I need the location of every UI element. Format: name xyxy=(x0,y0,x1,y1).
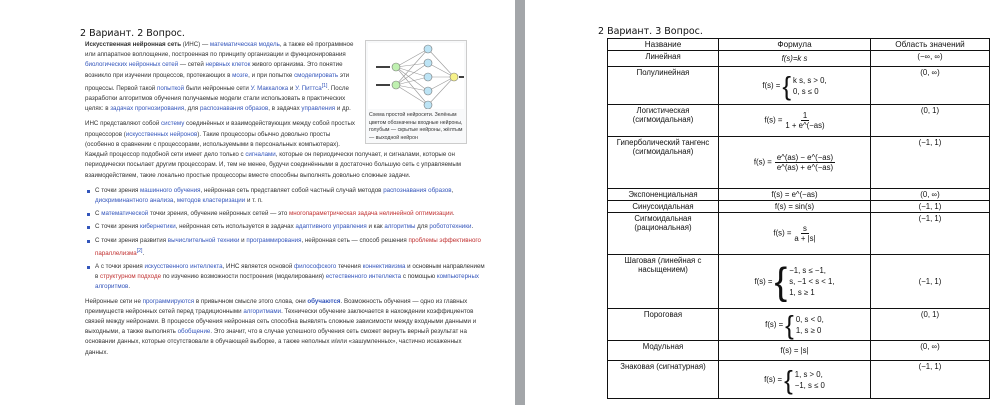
link[interactable]: искусственного интеллекта xyxy=(144,262,223,270)
link[interactable]: вычислительной техники xyxy=(167,236,240,244)
link[interactable]: алгоритмами xyxy=(243,307,282,315)
table-row xyxy=(608,201,990,213)
list-item: С точки зрения кибернетики, нейронная сеть используется в задачах адаптивного управления и как алгоритмы для робототехники. xyxy=(95,222,485,232)
figure-caption: Схема простой нейросети. Зелёным цветом обозначены входные нейроны, голубым — скрытые нейроны, жёлтым — выходной нейрон xyxy=(369,112,463,141)
formula: f(s) = $\frac{e\^{}(as) - e\^{}(-as)}{e\^{}(as) + e\^{}(-as)}$ xyxy=(719,137,871,189)
value-range: (0, ∞) xyxy=(871,341,990,361)
connection xyxy=(396,67,428,91)
value-range: (0, 1) xyxy=(871,105,990,137)
table-row xyxy=(608,341,990,361)
list-item: А с точки зрения искусственного интеллекта, ИНС является основой философского течения коннективизма и основным направлением в структурном подходе по изучению возможности построения (моделирования) естественного интеллекта с помощью компьютерных алгоритмов. xyxy=(95,262,485,293)
missing-link[interactable]: структурном подходе xyxy=(100,273,162,281)
hidden-neuron xyxy=(424,45,432,53)
link[interactable]: искусственных нейронов xyxy=(125,130,198,138)
value-range: (−1, 1) xyxy=(871,255,990,309)
value-range: (−1, 1) xyxy=(871,213,990,255)
input-neuron xyxy=(392,81,400,89)
formula: f(s) = sin(s) xyxy=(719,201,871,213)
neural-network-figure xyxy=(365,40,467,144)
table-row xyxy=(608,67,990,105)
function-name: Логистическая (сигмоидальная) xyxy=(608,105,719,137)
neural-network-diagram xyxy=(368,43,464,109)
article-text xyxy=(85,40,485,363)
link[interactable]: задачах прогнозирования xyxy=(110,105,185,113)
link[interactable]: У. Маккалока xyxy=(250,84,289,92)
link[interactable]: робототехники xyxy=(429,223,472,231)
link[interactable]: методов кластеризации xyxy=(176,196,246,204)
connection xyxy=(396,67,428,77)
function-name: Линейная xyxy=(608,51,719,67)
function-name: Синусоидальная xyxy=(608,201,719,213)
list-item: С точки зрения машинного обучения, нейронная сеть представляет собой частный случай методов распознавания образов, дискриминантного анализа, методов кластеризации и т. п. xyxy=(95,186,485,206)
link[interactable]: смоделировать xyxy=(294,71,339,79)
function-name: Экспоненциальная xyxy=(608,189,719,201)
link[interactable]: философского xyxy=(294,262,337,270)
table-row xyxy=(608,105,990,137)
link[interactable]: коннективизма xyxy=(362,262,406,270)
link[interactable]: управления xyxy=(301,105,336,113)
connection xyxy=(396,77,428,85)
reference-link[interactable]: [1] xyxy=(321,82,328,89)
value-range: (−1, 1) xyxy=(871,201,990,213)
connection xyxy=(396,49,428,85)
hidden-neuron xyxy=(424,87,432,95)
column-header: Название xyxy=(608,39,719,51)
link[interactable]: математическая модель xyxy=(209,41,280,48)
function-name: Гиперболический тангенс (сигмоидальная) xyxy=(608,137,719,189)
formula: f(s) = { 1, s > 0, −1, s ≤ 0 xyxy=(719,361,871,399)
hidden-neuron xyxy=(424,101,432,109)
value-range: (0, ∞) xyxy=(871,189,990,201)
link[interactable]: кибернетики xyxy=(140,223,176,231)
activation-functions-table xyxy=(607,38,990,399)
formula: f(s) = { 0, s < 0, 1, s ≥ 0 xyxy=(719,309,871,341)
link[interactable]: распознавания образов xyxy=(383,186,452,194)
intro-paragraph: Искусственная нейронная сеть (ИНС) — математическая модель, а также её программное или аппаратное воплощение, построенная по принципу организации и функционирования биологических нейронных сетей — сетей нервных клеток живого организма. Это понятие возникло при изучении процессов, протекающих в мозге, и при попытке смоделировать эти процессы. Первой такой попыткой были нейронные сети У. Маккалока и У. Питтса[1]. После разработки алгоритмов обучения получаемые модели стали использовать в практических целях: в задачах прогнозирования, для распознавания образов, в задачах управления и др. xyxy=(85,41,354,113)
list-item: С математической точки зрения, обучение нейронных сетей — это многопараметрическая задача нелинейной оптимизации. xyxy=(95,209,485,219)
missing-link[interactable]: проблемы эффективного параллелизма xyxy=(95,236,481,257)
value-range: (−1, 1) xyxy=(871,361,990,399)
function-name: Модульная xyxy=(608,341,719,361)
formula: f(s) = e^(−as) xyxy=(719,189,871,201)
formula: f(s) = { k s, s > 0, 0, s ≤ 0 xyxy=(719,67,871,105)
column-header: Формула xyxy=(719,39,871,51)
link[interactable]: У. Питтса xyxy=(295,84,322,92)
function-name: Полулинейная xyxy=(608,67,719,105)
page-heading: 2 Вариант. 2 Вопрос. xyxy=(80,28,185,39)
table-row xyxy=(608,213,990,255)
value-range: (0, ∞) xyxy=(871,67,990,105)
link[interactable]: нервных клеток xyxy=(205,61,251,69)
link[interactable]: машинного обучения xyxy=(140,186,201,194)
link[interactable]: математической xyxy=(101,210,149,218)
table-row xyxy=(608,309,990,341)
hidden-neuron xyxy=(424,73,432,81)
link[interactable]: адаптивного управления xyxy=(295,223,367,231)
bullet-list xyxy=(85,186,485,293)
table-header-row xyxy=(608,39,990,51)
list-item: С точки зрения развития вычислительной техники и программирования, нейронная сеть — способ решения проблемы эффективного параллелизма[2]. xyxy=(95,236,485,259)
document-page-right xyxy=(525,0,1000,405)
column-header: Область значений xyxy=(871,39,990,51)
link[interactable]: биологических нейронных сетей xyxy=(85,61,179,69)
link[interactable]: обобщение xyxy=(177,328,211,336)
value-range: (0, 1) xyxy=(871,309,990,341)
term: Искусственная нейронная сеть xyxy=(85,41,182,48)
page-heading: 2 Вариант. 3 Вопрос. xyxy=(598,26,703,37)
link[interactable]: программирования xyxy=(246,236,302,244)
formula: f(s) = $\frac{1}{1 + e\^{}(-as)}$ xyxy=(719,105,871,137)
link[interactable]: попыткой xyxy=(156,84,185,92)
function-name: Пороговая xyxy=(608,309,719,341)
value-range: (−∞, ∞) xyxy=(871,51,990,67)
link[interactable]: сигналами xyxy=(245,151,276,159)
link[interactable]: дискриминантного анализа xyxy=(95,196,174,204)
output-neuron xyxy=(450,73,458,81)
function-name: Шаговая (линейная с насыщением) xyxy=(608,255,719,309)
formula: f(s) = |s| xyxy=(719,341,871,361)
link[interactable]: распознавания образов xyxy=(199,105,269,113)
table-row xyxy=(608,189,990,201)
formula: f(s) = $\frac{s}{a + |s|}$ xyxy=(719,213,871,255)
link[interactable]: естественного интеллекта xyxy=(325,273,402,281)
missing-link[interactable]: многопараметрическая задача нелинейной оптимизации xyxy=(289,210,453,218)
link[interactable]: систему xyxy=(161,120,185,128)
link[interactable]: алгоритмы xyxy=(384,223,416,231)
table-row xyxy=(608,51,990,67)
paragraph-2: ИНС представляют собой систему соединённых и взаимодействующих между собой простых процессоров (искусственных нейронов). Такие процессоры обычно довольно просты (особенно в сравнении с процессорами, используемыми в персональных компьютерах). Каждый процессор подобной сети имеет дело только с сигналами, которые он периодически получает, и сигналами, которые он периодически посылает другим процессорам. И, тем не менее, будучи соединёнными в достаточно большую сеть с управляемым взаимодействием, такие локально простые процессоры вместе способны выполнять довольно сложные задачи. xyxy=(85,120,462,179)
formula: f(s)=k s xyxy=(719,51,871,67)
link[interactable]: программируются xyxy=(142,297,195,305)
connection xyxy=(396,49,428,67)
connection xyxy=(428,63,454,77)
formula: f(s) = { −1, s ≤ −1, s, −1 < s < 1, 1, s ≥ 1 xyxy=(719,255,871,309)
input-neuron xyxy=(392,63,400,71)
connection xyxy=(428,77,454,91)
paragraph-3: Нейронные сети не программируются в привычном смысле этого слова, они обучаются. Возможность обучения — одно из главных преимуществ нейронных сетей перед традиционными алгоритмами. Технически обучение заключается в нахождении коэффициентов связей между нейронами. В процессе обучения нейронная сеть способна выявлять сложные зависимости между входными данными и выходными, а также выполнять обобщение. Это значит, что в случае успешного обучения сеть сможет вернуть верный результат на основании данных, которые отсутствовали в обучающей выборке, а также неполных и/или «зашумленных», частично искаженных данных. xyxy=(85,297,477,356)
link[interactable]: компьютерных алгоритмов xyxy=(95,273,479,291)
link[interactable]: мозге xyxy=(232,71,249,79)
value-range: (−1, 1) xyxy=(871,137,990,189)
link[interactable]: обучаются xyxy=(307,297,341,305)
hidden-neuron xyxy=(424,59,432,67)
table-row xyxy=(608,137,990,189)
table-row xyxy=(608,361,990,399)
table-row xyxy=(608,255,990,309)
function-name: Знаковая (сигнатурная) xyxy=(608,361,719,399)
reference-link[interactable]: [2] xyxy=(136,247,143,254)
function-name: Сигмоидальная (рациональная) xyxy=(608,213,719,255)
